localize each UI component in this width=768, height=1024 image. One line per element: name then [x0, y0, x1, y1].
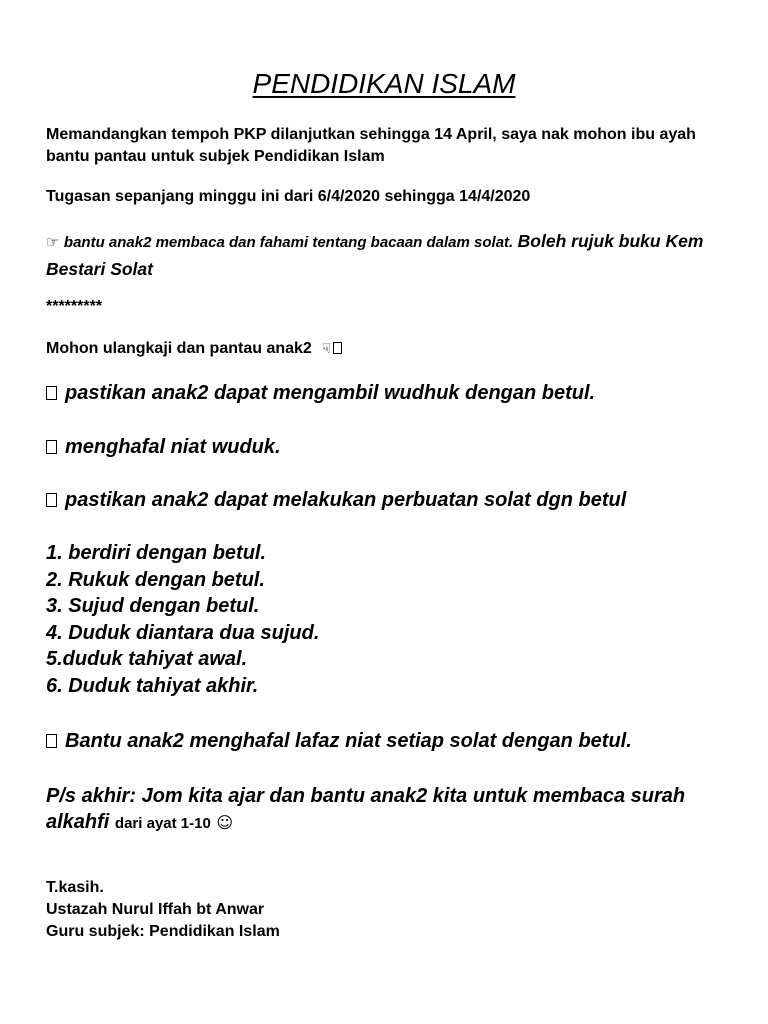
task-paragraph — [46, 228, 736, 284]
period-line: Tugasan sepanjang minggu ini dari 6/4/2020 sehingga 14/4/2020 — [46, 188, 531, 205]
final-point-text: Bantu anak2 menghafal lafaz niat setiap solat dengan betul. — [65, 730, 632, 752]
step-item: 3. Sujud dengan betul. — [46, 595, 260, 617]
point-text: menghafal niat wuduk. — [65, 436, 281, 458]
missing-glyph-icon — [46, 440, 57, 454]
point-item — [46, 487, 736, 513]
revise-text: Mohon ulangkaji dan pantau anak2 — [46, 340, 312, 357]
smiley-icon: ☺ — [216, 813, 234, 832]
missing-glyph-icon — [46, 493, 57, 507]
signature-thanks: T.kasih. — [46, 879, 104, 896]
ps-text-large: P/s akhir: Jom kita ajar dan bantu anak2 kita untuk membaca surah alkahfi — [46, 785, 686, 833]
ps-text-small: dari ayat 1-10 — [114, 815, 211, 832]
point-text: pastikan anak2 dapat melakukan perbuatan solat dgn betul — [65, 489, 627, 511]
pointing-hand-icon: ☞ — [46, 233, 60, 251]
missing-glyph-icon — [46, 386, 57, 400]
step-item: 4. Duduk diantara dua sujud. — [46, 621, 320, 644]
separator-stars: ********* — [46, 298, 103, 315]
final-point-item — [46, 728, 736, 754]
missing-glyph-icon — [46, 734, 57, 748]
intro-paragraph: Memandangkan tempoh PKP dilanjutkan sehingga 14 April, saya nak mohon ibu ayah bantu pantau untuk subjek Pendidikan Islam — [46, 126, 696, 165]
revise-line — [46, 338, 736, 360]
step-item: 2. Rukuk dengan betul. — [46, 568, 265, 591]
signature-name: Ustazah Nurul Iffah bt Anwar — [46, 901, 265, 918]
step-item: 1. berdiri dengan betul. — [46, 542, 267, 564]
ps-paragraph — [46, 783, 726, 837]
step-item: 5.duduk tahiyat awal. — [46, 648, 248, 670]
page-title: PENDIDIKAN ISLAM — [252, 68, 516, 99]
point-text: pastikan anak2 dapat mengambil wudhuk dengan betul. — [65, 382, 596, 404]
task-text-small: bantu anak2 membaca dan fahami tentang bacaan dalam solat. — [63, 234, 514, 251]
missing-glyph-icon — [333, 342, 342, 354]
signature-block — [46, 877, 736, 943]
point-item — [46, 380, 736, 406]
step-item: 6. Duduk tahiyat akhir. — [46, 674, 259, 697]
signature-role: Guru subjek: Pendidikan Islam — [46, 923, 280, 940]
steps-list — [46, 540, 736, 699]
pointing-down-icon: ☟ — [322, 341, 331, 357]
task-text-large: Boleh rujuk buku Kem Bestari Solat — [46, 231, 704, 279]
point-item — [46, 434, 736, 460]
